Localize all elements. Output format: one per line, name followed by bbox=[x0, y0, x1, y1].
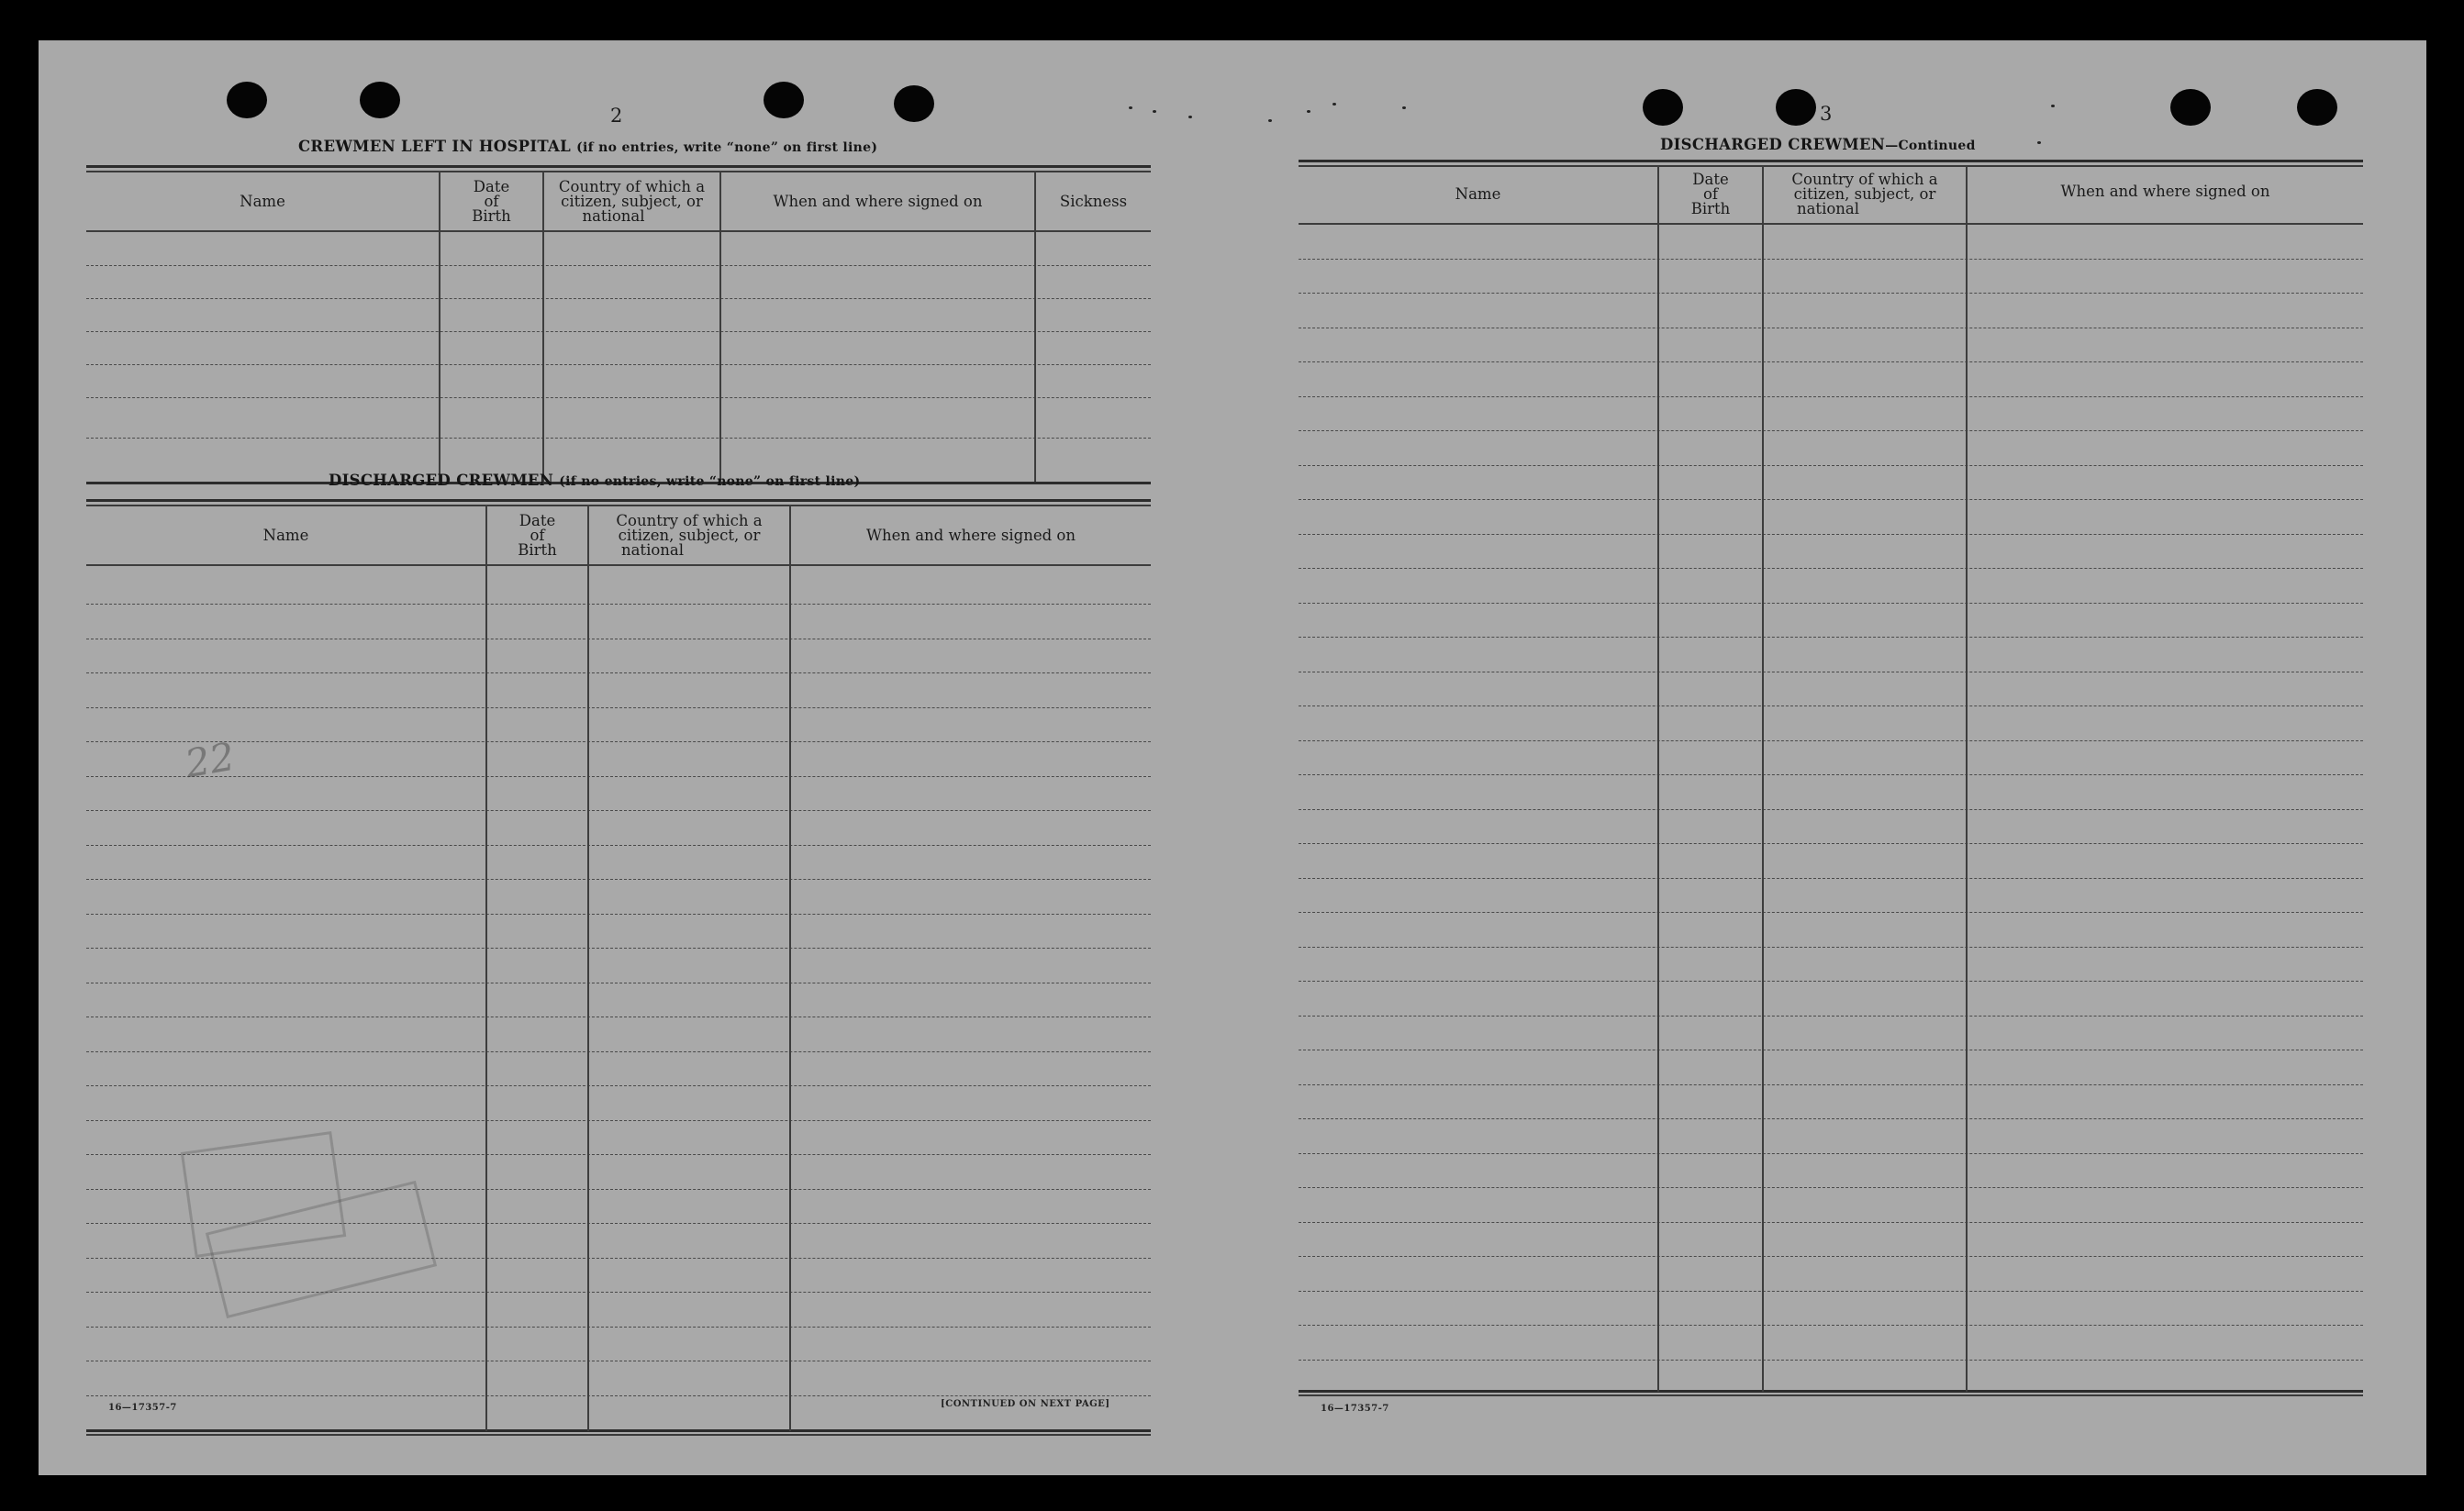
speck bbox=[1153, 110, 1156, 113]
entry-row bbox=[1299, 1360, 2363, 1361]
entry-row bbox=[1299, 259, 2363, 260]
discharged-section-title bbox=[329, 472, 860, 489]
entry-row bbox=[86, 364, 1151, 365]
col-country-header bbox=[1764, 167, 1966, 222]
country-line-2: citizen, subject, or bbox=[1793, 185, 1936, 203]
header-bottom-rule bbox=[86, 564, 1151, 566]
hospital-title-text: CREWMEN LEFT IN HOSPITAL bbox=[298, 138, 572, 155]
table-bottom-rule bbox=[86, 1429, 1151, 1432]
entry-row bbox=[1299, 774, 2363, 775]
entry-row bbox=[1299, 465, 2363, 466]
punch-hole bbox=[894, 85, 934, 122]
entry-row bbox=[1299, 568, 2363, 569]
speck bbox=[1402, 106, 1406, 109]
entry-row bbox=[1299, 637, 2363, 638]
entry-row bbox=[1299, 361, 2363, 362]
entry-row bbox=[86, 604, 1151, 605]
punch-hole bbox=[1776, 89, 1816, 126]
entry-row bbox=[1299, 1153, 2363, 1154]
col-name-header: Name bbox=[262, 527, 309, 544]
country-line-2: citizen, subject, or bbox=[561, 193, 703, 210]
punch-hole bbox=[2297, 89, 2337, 126]
table-top-rule bbox=[86, 499, 1151, 502]
col-signed-header: When and where signed on bbox=[866, 527, 1076, 544]
speck bbox=[2051, 105, 2055, 107]
punch-hole bbox=[227, 82, 267, 118]
entry-row bbox=[1299, 1291, 2363, 1292]
entry-row bbox=[86, 879, 1151, 880]
dob-line-3: Birth bbox=[1690, 200, 1731, 217]
col-signed-header: When and where signed on bbox=[2060, 183, 2270, 200]
discharged-continued-title bbox=[1660, 136, 1976, 153]
left-page-number: 2 bbox=[610, 105, 623, 127]
hospital-title-instruction: (if no entries, write “none” on first line) bbox=[576, 140, 878, 155]
handwritten-mark: 22 bbox=[182, 733, 239, 787]
dob-line-3: Birth bbox=[518, 541, 557, 559]
speck bbox=[2037, 141, 2041, 144]
entry-row bbox=[86, 948, 1151, 949]
col-name-header: Name bbox=[1455, 185, 1501, 203]
dob-line-1: Date bbox=[518, 512, 556, 529]
col-country-header bbox=[544, 174, 719, 229]
entry-row bbox=[86, 776, 1151, 777]
dob-line-2: of bbox=[1702, 185, 1719, 203]
entry-row bbox=[1299, 1084, 2363, 1085]
country-line-1: Country of which a bbox=[1791, 171, 1938, 188]
table-bottom-rule bbox=[86, 1434, 1151, 1436]
table-bottom-rule bbox=[1299, 1394, 2363, 1396]
country-line-3: national bbox=[620, 541, 685, 559]
dob-line-3: Birth bbox=[472, 207, 511, 225]
entry-row bbox=[86, 265, 1151, 266]
entry-row bbox=[1299, 1256, 2363, 1257]
table-top-rule bbox=[1299, 160, 2363, 162]
header-bottom-rule bbox=[1299, 223, 2363, 225]
entry-row bbox=[1299, 534, 2363, 535]
entry-row bbox=[1299, 1118, 2363, 1119]
entry-row bbox=[86, 1395, 1151, 1396]
discharged-title-instruction: (if no entries, write “none” on first line) bbox=[559, 474, 861, 489]
speck bbox=[1307, 110, 1310, 113]
entry-row bbox=[1299, 740, 2363, 741]
column-divider bbox=[1657, 165, 1659, 1392]
entry-row bbox=[86, 397, 1151, 398]
entry-row bbox=[1299, 293, 2363, 294]
dob-line-2: of bbox=[530, 527, 545, 544]
discharged-title-text: DISCHARGED CREWMEN bbox=[329, 472, 554, 489]
entry-row bbox=[86, 1327, 1151, 1328]
speck bbox=[1129, 106, 1132, 109]
entry-row bbox=[86, 914, 1151, 915]
col-dob-header bbox=[487, 508, 587, 563]
col-name-header: Name bbox=[240, 193, 285, 210]
entry-row bbox=[1299, 396, 2363, 397]
entry-row bbox=[86, 672, 1151, 673]
country-line-3: national bbox=[582, 207, 645, 225]
entry-row bbox=[1299, 947, 2363, 948]
entry-row bbox=[86, 438, 1151, 439]
document-sheet bbox=[39, 40, 2426, 1475]
entry-row bbox=[1299, 912, 2363, 913]
entry-row bbox=[1299, 1222, 2363, 1223]
speck bbox=[1268, 119, 1272, 122]
entry-row bbox=[86, 1120, 1151, 1121]
dob-line-1: Date bbox=[473, 178, 510, 195]
left-form-number: 16—17357-7 bbox=[108, 1403, 177, 1413]
country-line-2: citizen, subject, or bbox=[618, 527, 761, 544]
continued-note: [CONTINUED ON NEXT PAGE] bbox=[941, 1399, 1110, 1409]
table-bottom-rule bbox=[1299, 1390, 2363, 1393]
right-page-number: 3 bbox=[1820, 103, 1833, 125]
punch-hole bbox=[360, 82, 400, 118]
entry-row bbox=[1299, 499, 2363, 500]
entry-row bbox=[86, 707, 1151, 708]
entry-row bbox=[1299, 603, 2363, 604]
hospital-table bbox=[86, 165, 1151, 486]
speck bbox=[1332, 103, 1336, 106]
col-signed-header: When and where signed on bbox=[773, 193, 983, 210]
col-dob-header bbox=[1659, 167, 1762, 222]
column-divider bbox=[789, 505, 791, 1431]
entry-row bbox=[86, 1051, 1151, 1052]
table-top-rule bbox=[86, 171, 1151, 172]
speck bbox=[1188, 116, 1192, 118]
punch-hole bbox=[2170, 89, 2211, 126]
continued-suffix: —Continued bbox=[1885, 139, 1976, 153]
entry-row bbox=[86, 331, 1151, 332]
discharged-table-right bbox=[1299, 160, 2363, 1396]
entry-row bbox=[86, 810, 1151, 811]
country-line-3: national bbox=[1796, 200, 1860, 217]
col-country-header bbox=[589, 508, 789, 563]
entry-row bbox=[1299, 1016, 2363, 1017]
entry-row bbox=[1299, 809, 2363, 810]
right-form-number: 16—17357-7 bbox=[1321, 1404, 1389, 1414]
hospital-section-title bbox=[298, 138, 877, 155]
table-top-rule bbox=[86, 165, 1151, 168]
entry-row bbox=[86, 298, 1151, 299]
col-dob-header bbox=[440, 174, 542, 229]
entry-row bbox=[86, 741, 1151, 742]
column-divider bbox=[1762, 165, 1764, 1392]
punch-hole bbox=[764, 82, 804, 118]
entry-row bbox=[86, 845, 1151, 846]
country-line-1: Country of which a bbox=[616, 512, 763, 529]
entry-row bbox=[1299, 1325, 2363, 1326]
entry-row bbox=[1299, 981, 2363, 982]
discharged-continued-text: DISCHARGED CREWMEN bbox=[1660, 136, 1886, 153]
header-bottom-rule bbox=[86, 230, 1151, 232]
punch-hole bbox=[1643, 89, 1683, 126]
table-top-rule bbox=[86, 505, 1151, 506]
column-divider bbox=[587, 505, 589, 1431]
country-line-1: Country of which a bbox=[558, 178, 706, 195]
entry-row bbox=[86, 1085, 1151, 1086]
entry-row bbox=[1299, 430, 2363, 431]
col-sickness-header: Sickness bbox=[1059, 193, 1128, 210]
column-divider bbox=[1966, 165, 1968, 1392]
entry-row bbox=[1299, 878, 2363, 879]
dob-line-2: of bbox=[484, 193, 499, 210]
entry-row bbox=[1299, 843, 2363, 844]
column-divider bbox=[485, 505, 487, 1431]
entry-row bbox=[1299, 1187, 2363, 1188]
dob-line-1: Date bbox=[1692, 171, 1729, 188]
